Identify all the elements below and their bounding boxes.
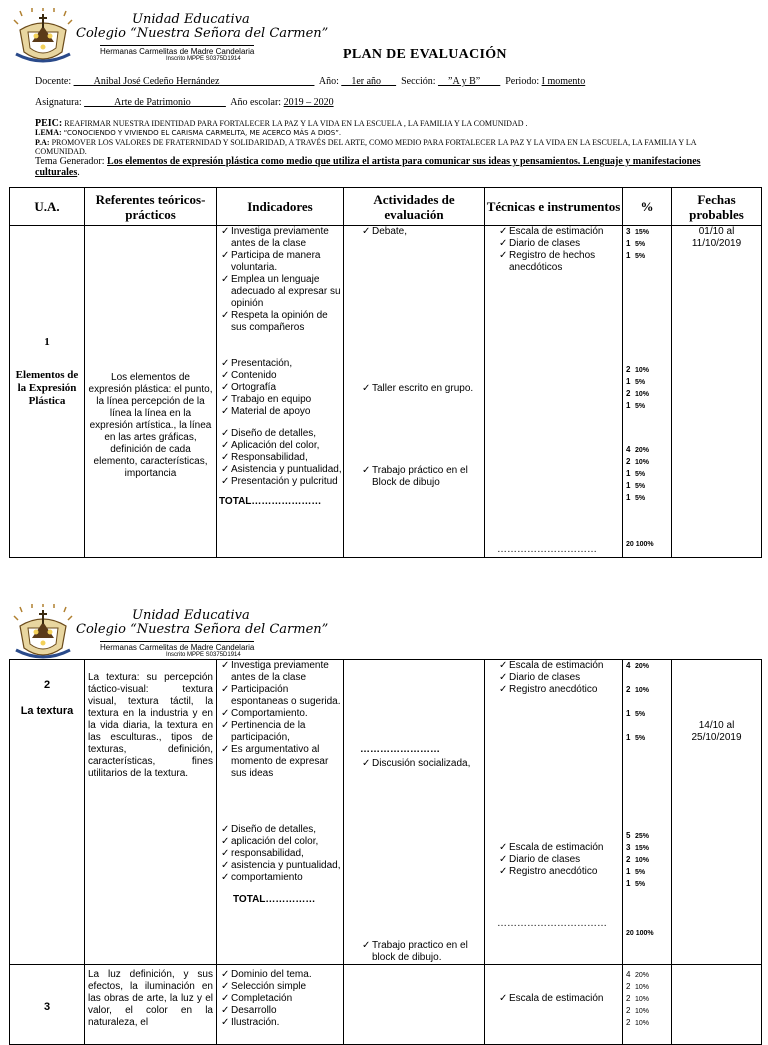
technique-item: ✓ Escala de estimación <box>497 660 622 672</box>
indicator-item: ✓ Emplea un lenguaje adecuado al expresar su opinión <box>219 274 343 310</box>
indicator-item: ✓ Investiga previamente antes de la clase <box>219 226 343 250</box>
ua1-porcentaje-cell <box>623 226 672 558</box>
pa-text: PROMOVER LOS VALORES DE FRATERNIDAD Y SOLIDARIDAD, A TRAVÉS DEL ARTE, COMO MEDIO PARA FORTALECER LA PAZ Y LA VIDA EN LA ESCUELA, LA FAMILIA Y LA COMUNIDAD. <box>35 138 697 156</box>
activity-item: ✓ Trabajo práctico en el Block de dibujo <box>360 465 484 489</box>
seccion-value: __”A y B”____ <box>438 76 501 87</box>
ua3-indicadores-cell <box>217 965 344 1045</box>
asignatura-value: ______Arte de Patrimonio_______ <box>84 97 226 108</box>
indicator-item: ✓ Presentación, <box>219 358 343 370</box>
indicator-item: ✓ Pertinencia de la participación, <box>219 720 343 744</box>
ua2-referentes-cell <box>85 660 217 965</box>
pct-item: 1 5% <box>626 879 646 888</box>
indicator-item: ✓ Participación espontaneas o sugerida. <box>219 684 343 708</box>
pct-item: 2 10% <box>626 994 650 1003</box>
ua3-cell <box>10 965 85 1045</box>
table-row-ua1 <box>10 226 762 558</box>
table-header-row <box>10 188 762 226</box>
ua3-referentes-cell <box>85 965 217 1045</box>
lema-label: LEMA: <box>35 128 62 137</box>
indicator-item: ✓ Es argumentativo al momento de expresar sus ideas <box>219 744 343 780</box>
ua2-cell <box>10 660 85 965</box>
school-seal-icon <box>12 604 74 660</box>
header-actividades: Actividades de evaluación <box>344 188 485 226</box>
technique-item: ✓ Diario de clases <box>497 238 622 250</box>
pct-item: 1 5% <box>626 377 646 386</box>
info-line-asignatura <box>35 97 334 108</box>
indicator-item: ✓ Responsabilidad, <box>219 452 343 464</box>
seccion-label: Sección: <box>401 76 436 87</box>
ua2-act-dots: …………………… <box>360 744 440 755</box>
pct-item: 2 10% <box>626 982 650 991</box>
ua1-pct-total: 20 100% <box>626 541 654 548</box>
pct-item: 1 5% <box>626 867 646 876</box>
indicator-item: ✓ Aplicación del color, <box>219 440 343 452</box>
info-line-docente <box>35 76 585 87</box>
school-header-2 <box>10 602 340 664</box>
activity-item: ✓ Debate, <box>360 226 484 238</box>
pct-item: 4 20% <box>626 970 650 979</box>
activity-item: ✓ Taller escrito en grupo. <box>360 383 484 395</box>
pct-item: 1 5% <box>626 709 646 718</box>
activity-item: ✓ Trabajo practico en el block de dibujo. <box>360 940 484 964</box>
pct-item: 2 10% <box>626 457 650 466</box>
school-congregation: Hermanas Carmelitas de Madre Candelaria <box>100 643 255 652</box>
page-gap <box>0 565 768 596</box>
indicator-item: ✓ Asistencia y puntualidad, <box>219 464 343 476</box>
ua1-cell <box>10 226 85 558</box>
tema-text: Los elementos de expresión plástica como medio que utiliza el artista para comunicar sus ideas y pensamientos. Lenguaje y manifestaciones culturales <box>35 156 701 178</box>
asignatura-label: Asignatura: <box>35 97 82 108</box>
pct-item: 2 10% <box>626 365 650 374</box>
technique-item: ✓ Diario de clases <box>497 854 622 866</box>
pct-item: 2 10% <box>626 389 650 398</box>
indicator-item: ✓ asistencia y puntualidad, <box>219 860 343 872</box>
header-indicadores: Indicadores <box>217 188 344 226</box>
lema-line <box>35 128 735 138</box>
school-name-line2: Colegio “Nuestra Señora del Carmen” <box>76 26 329 41</box>
ua1-referentes-cell <box>85 226 217 558</box>
indicator-item: ✓ Contenido <box>219 370 343 382</box>
ua1-tecnicas-total: ………………………… <box>497 544 597 555</box>
technique-item: ✓ Registro de hechos anecdóticos <box>497 250 622 274</box>
pct-item: 2 10% <box>626 855 650 864</box>
pa-label: P.A: <box>35 138 50 147</box>
ua1-indicadores-cell <box>217 226 344 558</box>
school-registration: Inscrito MPPE S0375D1914 <box>166 652 241 658</box>
ua2-name: La textura <box>20 705 74 717</box>
pa-line <box>35 138 735 156</box>
table-row-ua3 <box>10 965 762 1045</box>
ua2-actividades-cell <box>344 660 485 965</box>
ua1-fechas-cell <box>672 226 762 558</box>
header-ua: U.A. <box>10 188 85 226</box>
indicator-item: ✓ comportamiento <box>219 872 343 884</box>
tema-line: Tema Generador: Los elementos de expresión plástica como medio que utiliza el artista para comunicar sus ideas y pensamientos. Lenguaje y manifestaciones culturales. <box>35 156 701 178</box>
indicator-item: ✓ Dominio del tema. <box>219 969 343 981</box>
technique-item: ✓ Escala de estimación <box>497 226 622 238</box>
ua1-actividades-cell <box>344 226 485 558</box>
school-name-line1: Unidad Educativa <box>132 12 250 27</box>
pct-item: 1 5% <box>626 733 646 742</box>
pct-item: 3 15% <box>626 227 650 236</box>
school-registration: Inscrito MPPE S0375D1914 <box>166 56 241 62</box>
pct-item: 4 20% <box>626 661 650 670</box>
school-name-line2: Colegio “Nuestra Señora del Carmen” <box>76 622 329 637</box>
ua2-fechas-cell <box>672 660 762 965</box>
indicator-item: ✓ Participa de manera voluntaria. <box>219 250 343 274</box>
header-tecnicas: Técnicas e instrumentos <box>485 188 623 226</box>
ua1-number: 1 <box>44 336 50 348</box>
anio-label: Año: <box>318 76 339 87</box>
ua2-tecnicas-cell <box>485 660 623 965</box>
activity-item: ✓ Discusión socializada, <box>360 758 484 770</box>
ua2-referentes: La textura: su percepción táctico-visual: textura visual, textura táctil, la textura en la industria y en la vida diaria, la textura en las esculturas., tipos de texturas, definición, características, fines utilitarios de la textura. <box>88 672 213 779</box>
indicator-item: ✓ Presentación y pulcritud <box>219 476 343 488</box>
indicator-item: ✓ Material de apoyo <box>219 406 343 418</box>
ua1-fechas: 01/10 al 11/10/2019 <box>691 226 742 249</box>
page-2 <box>0 596 768 1028</box>
technique-item: ✓ Escala de estimación <box>497 842 622 854</box>
ua2-total: TOTAL…………… <box>233 894 316 905</box>
school-header <box>10 6 340 68</box>
pct-item: 5 25% <box>626 831 650 840</box>
anio-escolar-value: 2019 – 2020 <box>283 97 334 108</box>
school-congregation: Hermanas Carmelitas de Madre Candelaria <box>100 47 255 56</box>
docente-value: ____Anibal José Cedeño Hernández___________________ <box>73 76 315 87</box>
technique-item: ✓ Registro anecdótico <box>497 866 622 878</box>
ua2-indicadores-cell <box>217 660 344 965</box>
pct-item: 1 5% <box>626 251 646 260</box>
ua3-tecnicas-cell <box>485 965 623 1045</box>
indicator-item: ✓ aplicación del color, <box>219 836 343 848</box>
tema-label: Tema Generador: <box>35 156 105 167</box>
ua1-name: Elementos de la Expresión Plástica <box>15 369 79 407</box>
indicator-item: ✓ Respeta la opinión de sus compañeros <box>219 310 343 334</box>
ua3-fechas-cell <box>672 965 762 1045</box>
pct-item: 3 15% <box>626 843 650 852</box>
indicator-item: ✓ Diseño de detalles, <box>219 428 343 440</box>
indicator-item: ✓ Diseño de detalles, <box>219 824 343 836</box>
evaluation-table-2 <box>9 659 762 1045</box>
pct-item: 1 5% <box>626 401 646 410</box>
ua2-porcentaje-cell <box>623 660 672 965</box>
header-fechas: Fechas probables <box>672 188 762 226</box>
technique-item: ✓ Diario de clases <box>497 672 622 684</box>
indicator-item: ✓ Ilustración. <box>219 1017 343 1029</box>
indicator-item: ✓ Desarrollo <box>219 1005 343 1017</box>
pct-item: 1 5% <box>626 239 646 248</box>
pct-item: 1 5% <box>626 469 646 478</box>
technique-item: ✓ Escala de estimación <box>497 993 622 1005</box>
peic-line <box>35 119 735 128</box>
pct-item: 1 5% <box>626 481 646 490</box>
pct-item: 4 20% <box>626 445 650 454</box>
ua2-tecnicas-total: …………………………… <box>497 918 607 929</box>
peic-text: REAFIRMAR NUESTRA IDENTIDAD PARA FORTALECER LA PAZ Y LA VIDA EN LA ESCUELA , LA FAMILIA Y LA COMUNIDAD . <box>64 119 528 128</box>
docente-label: Docente: <box>35 76 72 87</box>
pct-item: 1 5% <box>626 493 646 502</box>
indicator-item: ✓ Comportamiento. <box>219 708 343 720</box>
header-referentes: Referentes teóricos-prácticos <box>85 188 217 226</box>
indicator-item: ✓ Investiga previamente antes de la clase <box>219 660 343 684</box>
ua3-porcentaje-cell <box>623 965 672 1045</box>
ua2-fechas: 14/10 al 25/10/2019 <box>691 720 742 743</box>
school-name-line1: Unidad Educativa <box>132 608 250 623</box>
lema-text: “CONOCIENDO Y VIVIENDO EL CARISMA CARMELITA, ME ACERCO MÁS A DIOS”. <box>63 129 342 137</box>
pct-item: 2 10% <box>626 1018 650 1027</box>
indicator-item: ✓ Ortografía <box>219 382 343 394</box>
ua1-referentes: Los elementos de expresión plástica: el punto, la línea percepción de la línea la línea en la expresión artística., la línea en las artes gráficas, definición de cada elemento, características, importancia <box>88 372 213 479</box>
peic-block <box>35 119 735 178</box>
indicator-item: ✓ Completación <box>219 993 343 1005</box>
peic-label: PEIC: <box>35 118 63 129</box>
ua3-referentes: La luz definición, y sus efectos, la iluminación en las obras de arte, la luz y el valor, el color en la naturaleza, el <box>88 969 213 1028</box>
indicator-item: ✓ Selección simple <box>219 981 343 993</box>
page-title: PLAN DE EVALUACIÓN <box>343 47 507 62</box>
indicator-item: ✓ Trabajo en equipo <box>219 394 343 406</box>
school-seal-icon <box>12 8 74 64</box>
ua2-pct-total: 20 100% <box>626 930 654 937</box>
ua3-number: 3 <box>43 1001 51 1013</box>
pct-item: 2 10% <box>626 685 650 694</box>
ua1-total: TOTAL………………… <box>219 496 322 507</box>
anio-value: __1er año___ <box>341 76 397 87</box>
anio-escolar-label: Año escolar: <box>230 97 282 108</box>
pct-item: 2 10% <box>626 1006 650 1015</box>
technique-item: ✓ Registro anecdótico <box>497 684 622 696</box>
table-row-ua2 <box>10 660 762 965</box>
header-porcentaje: % <box>623 188 672 226</box>
evaluation-table-1 <box>9 187 762 558</box>
indicator-item: ✓ responsabilidad, <box>219 848 343 860</box>
ua3-actividades-cell <box>344 965 485 1045</box>
periodo-label: Periodo: <box>505 76 540 87</box>
ua1-tecnicas-cell <box>485 226 623 558</box>
ua2-number: 2 <box>43 679 51 691</box>
periodo-value: I momento <box>541 76 586 87</box>
